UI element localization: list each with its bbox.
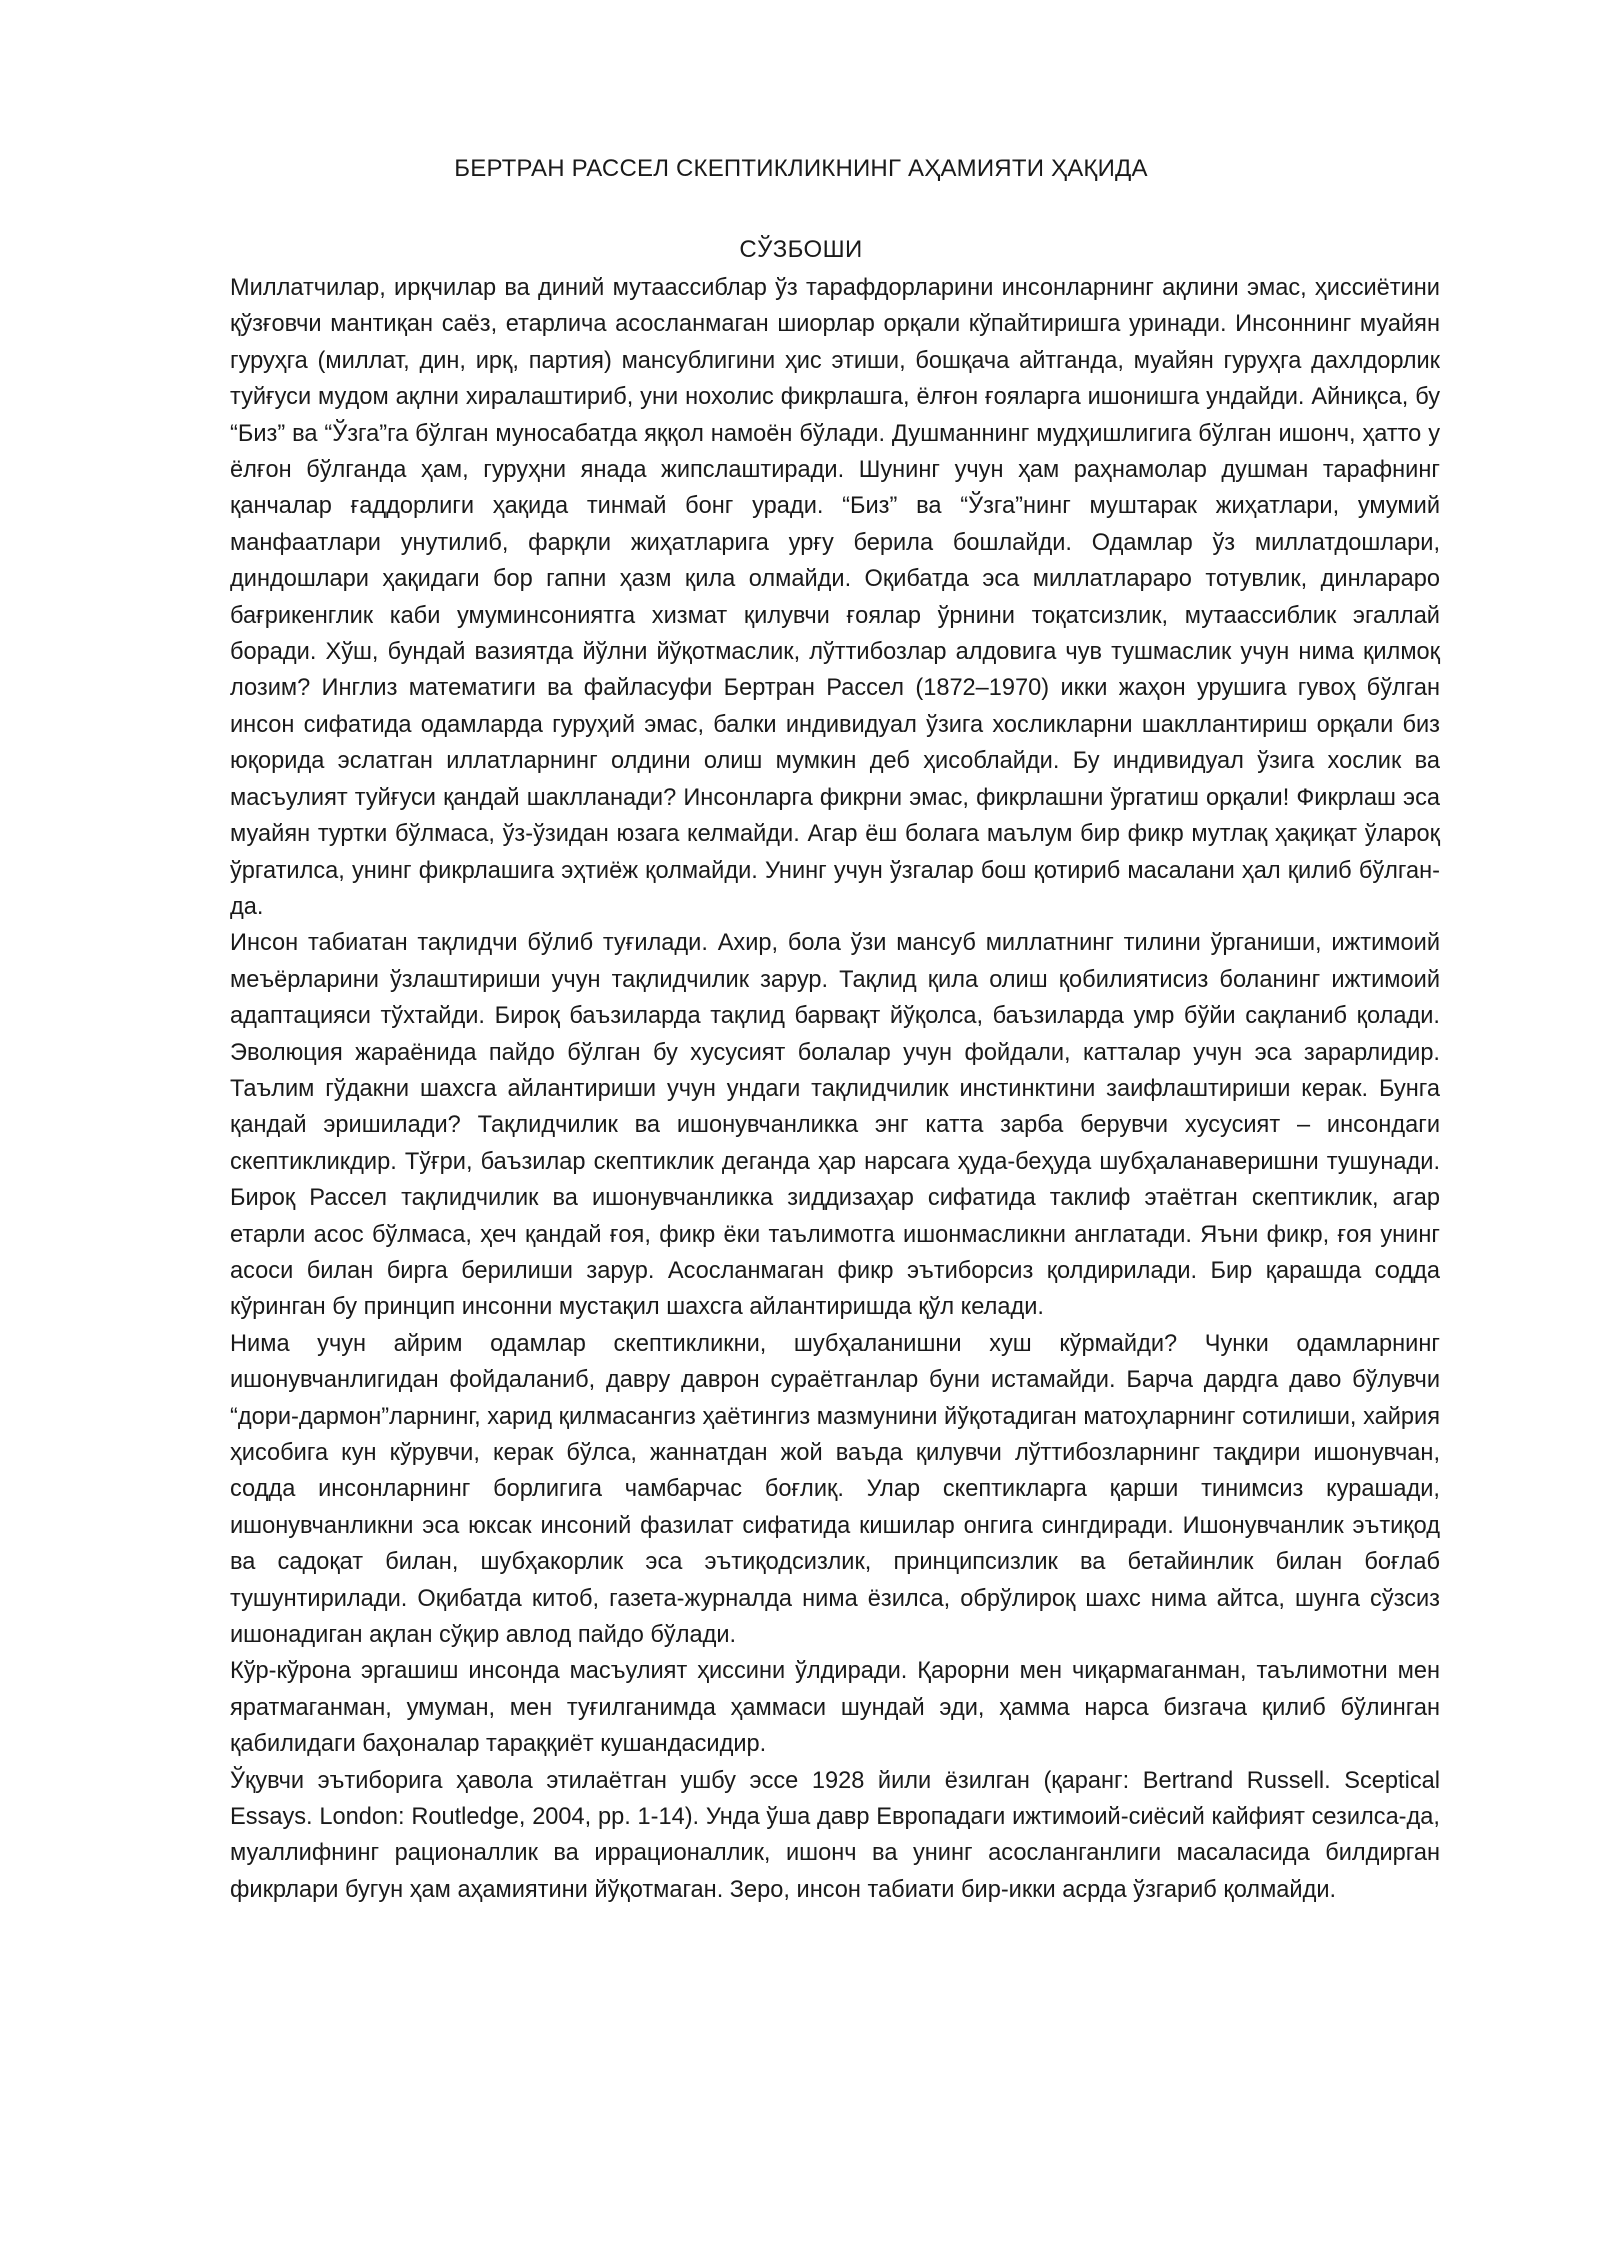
document-body bbox=[230, 270, 1440, 1908]
paragraph-3: Нима учун айрим одамлар скептикликни, шубҳаланишни хуш кўрмайди? Чунки одамларнинг ишонувчанлигидан фойдаланиб, давру даврон сураётганлар буни истамайди. Барча дардга даво бўлувчи “дори-дармон”ларнинг, харид қилмасангиз ҳаётингиз мазмунини йўқотадиган матоҳларнинг сотилиши, хайрия ҳисобига кун кўрувчи, керак бўлса, жаннатдан жой ваъда қилувчи лўттибозларнинг тақдири ишонувчан, содда инсонларнинг борлигига чамбарчас боғлиқ. Улар скептикларга қарши тинимсиз курашади, ишонувчанликни эса юксак инсоний фазилат сифатида кишилар онгига сингдиради. Ишонувчанлик эътиқод ва садоқат билан, шубҳакорлик эса эътиқодсизлик, принципсизлик ва бетайинлик билан боғлаб тушунтирилади. Оқибатда китоб, газета-журналда нима ёзилса, обрўлироқ шахс нима айтса, шунга сўзсиз ишонадиган ақлан сўқир авлод пайдо бўлади. bbox=[230, 1330, 1440, 1649]
paragraph-5: Ўқувчи эътиборига ҳавола этилаётган ушбу эссе 1928 йили ёзилган (қаранг: Bertrand Russell. Sceptical Essays. London: Routledge, 2004, pp. 1-14). Унда ўша давр Европадаги ижтимоий-сиёсий кайфият сезилса-да, муаллифнинг рационаллик ва иррационаллик, ишонч ва унинг асосланганлиги масаласида билдирган фикрлари бугун ҳам аҳамиятини йўқотмаган. Зеро, инсон табиати бир-икки асрда ўзгариб қолмайди. bbox=[230, 1767, 1440, 1903]
document-title: БЕРТРАН РАССЕЛ СКЕПТИКЛИКНИНГ АҲАМИЯТИ ҲАҚИДА bbox=[454, 155, 1148, 182]
section-heading: СЎЗБОШИ bbox=[739, 236, 863, 263]
paragraph-2: Инсон табиатан тақлидчи бўлиб туғилади. Ахир, бола ўзи мансуб миллатнинг тилини ўрганиши, ижтимоий меъёрларини ўзлаштириши учун тақлидчилик зарур. Тақлид қила олиш қобилиятисиз боланинг ижтимоий адаптацияси тўхтайди. Бироқ баъзиларда тақлид барвақт йўқолса, баъзиларда умр бўйи сақланиб қолади. Эволюция жараёнида пайдо бўлган бу хусусият болалар учун фойдали, катталар учун эса зарарлидир. Таълим гўдакни шахсга айлантириши учун ундаги тақлидчилик инстинктини заифлаштириши керак. Бунга қандай эришилади? Тақлидчилик ва ишонувчанликка энг катта зарба берувчи хусусият – инсондаги скептикликдир. Тўғри, баъзилар скептиклик деганда ҳар нарсага ҳуда-беҳуда шубҳаланаверишни тушунади. Бироқ Рассел тақлидчилик ва ишонувчанликка зиддизаҳар сифатида таклиф этаётган скептиклик, агар етарли асос бўлмаса, ҳеч қандай ғоя, фикр ёки таълимотга ишонмасликни англатади. Яъни фикр, ғоя унинг асоси билан бирга берилиши зарур. Асосланмаган фикр эътиборсиз қолдирилади. Бир қарашда содда кўринган бу принцип инсонни мустақил шахсга айлантиришда қўл келади. bbox=[230, 930, 1440, 1321]
paragraph-4: Кўр-кўрона эргашиш инсонда масъулият ҳиссини ўлдиради. Қарорни мен чиқармаганман, таълимотни мен яратмаганман, умуман, мен туғилганимда ҳаммаси шундай эди, ҳамма нарса бизгача қилиб бўлинган қабилидаги баҳоналар тараққиёт кушандасидир. bbox=[230, 1658, 1440, 1758]
paragraph-1: Миллатчилар, ирқчилар ва диний мутаассиблар ўз тарафдорларини инсонларнинг ақлини эмас, ҳиссиётини қўзғовчи мантиқан саёз, етарлича асосланмаган шиорлар орқали кўпайтиришга уринади. Инсоннинг муайян гуруҳга (миллат, дин, ирқ, партия) мансублигини ҳис этиши, бошқача айтганда, муайян гуруҳга дахлдорлик туйғуси мудом ақлни хиралаштириб, уни нохолис фикрлашга, ёлғон ғояларга ишонишга ундайди. Айниқса, бу “Биз” ва “Ўзга”га бўлган муносабатда яққол намоён бўлади. Душманнинг мудҳишлигига бўлган ишонч, ҳатто у ёлғон бўлганда ҳам, гуруҳни янада жипслаштиради. Шунинг учун ҳам раҳнамолар душман тарафнинг қанчалар ғаддорлиги ҳақида тинмай бонг уради. “Биз” ва “Ўзга”нинг муштарак жиҳатлари, умумий манфаатлари унутилиб, фарқли жиҳатларига урғу берила бошлайди. Одамлар ўз миллатдошлари, диндошлари ҳақидаги бор гапни ҳазм қила олмайди. Оқибатда эса миллатлараро тотувлик, динлараро бағрикенглик каби умуминсониятга хизмат қилувчи ғоялар ўрнини тоқатсизлик, мутаассиблик эгаллай боради. Хўш, бундай вазиятда йўлни йўқотмаслик, лўттибозлар алдовига чув тушмаслик учун нима қилмоқ лозим? Инглиз математиги ва файласуфи Бертран Рассел (1872–1970) икки жаҳон урушига гувоҳ бўлган инсон сифатида одамларда гуруҳий эмас, балки индивидуал ўзига хосликларни шакллантириш орқали биз юқорида эслатган иллатларнинг олдини олиш мумкин деб ҳисоблайди. Бу индивидуал ўзига хослик ва масъулият туйғуси қандай шаклланади? Инсонларга фикрни эмас, фикрлашни ўргатиш орқали! Фикрлаш эса муайян туртки бўлмаса, ўз-ўзидан юзага келмайди. Агар ёш болага маълум бир фикр мутлақ ҳақиқат ўлароқ ўргатилса, унинг фикрлашига эҳтиёж қолмайди. Унинг учун ўзгалар бош қотириб масалани ҳал қилиб бўлган-да. bbox=[230, 275, 1440, 920]
